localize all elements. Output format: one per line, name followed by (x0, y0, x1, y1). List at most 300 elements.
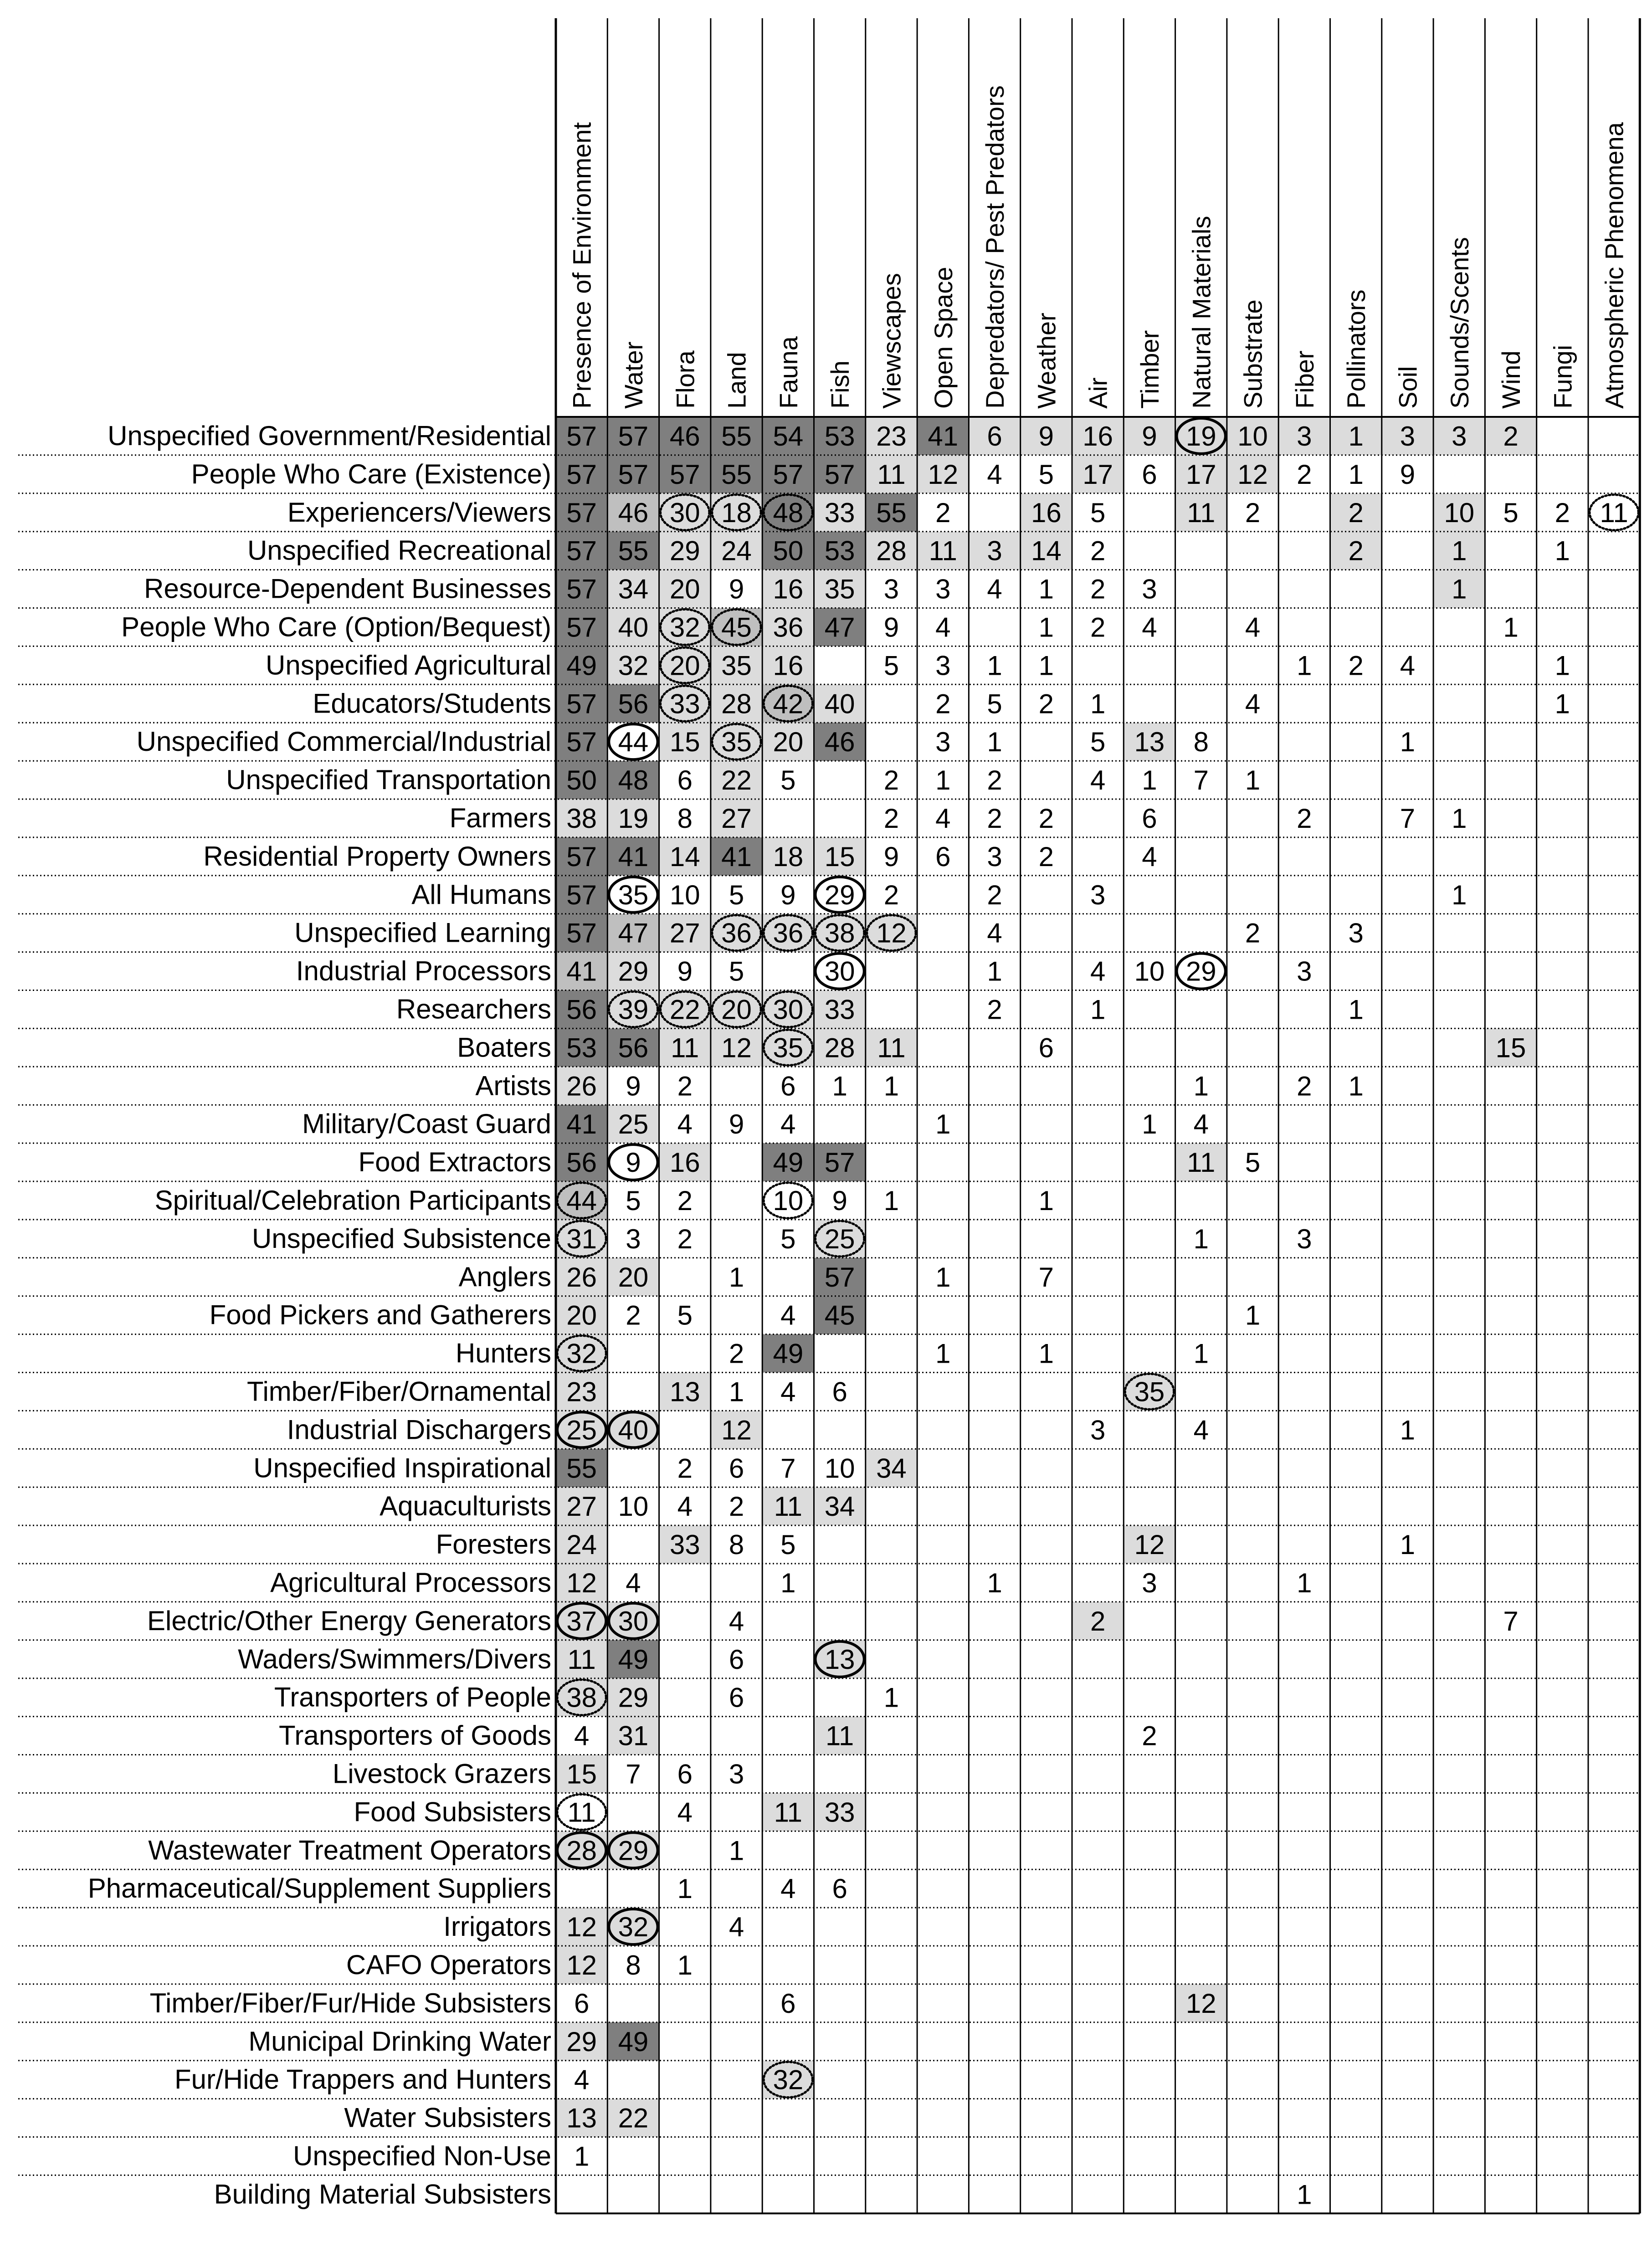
cell-value: 2 (1090, 612, 1106, 643)
cell-value: 32 (669, 612, 700, 643)
cell-value: 4 (780, 1873, 796, 1904)
cell-value: 7 (780, 1453, 796, 1484)
cell-value: 20 (618, 1262, 649, 1293)
cell-value: 12 (928, 459, 959, 490)
cell-value: 5 (780, 1223, 796, 1254)
cell-value: 2 (935, 688, 951, 719)
row-label: Food Subsisters (354, 1796, 551, 1827)
row-label: Unspecified Recreational (247, 535, 551, 566)
cell-value: 3 (883, 574, 899, 605)
cell-value: 1 (832, 1071, 847, 1102)
cell-value: 55 (876, 497, 907, 528)
cell-value: 2 (677, 1453, 693, 1484)
cell-value: 3 (1297, 956, 1312, 987)
cell-value: 55 (721, 459, 752, 490)
cell-value: 1 (1193, 1338, 1209, 1369)
cell-value: 32 (773, 2064, 804, 2095)
row-label: Wastewater Treatment Operators (148, 1835, 551, 1866)
row-label: Water Subsisters (344, 2102, 551, 2133)
cell-value: 1 (729, 1376, 744, 1407)
cell-value: 2 (1555, 497, 1570, 528)
cell-value: 2 (1297, 803, 1312, 834)
column-header: Wind (1497, 350, 1526, 409)
cell-value: 4 (1142, 841, 1157, 872)
cell-value: 53 (824, 421, 855, 451)
cell-value: 55 (721, 421, 752, 451)
cell-value: 6 (832, 1873, 847, 1904)
column-header: Atmospheric Phenomena (1600, 122, 1629, 409)
cell-value: 32 (618, 650, 649, 681)
cell-value: 2 (1503, 421, 1519, 451)
cell-value: 16 (1083, 421, 1113, 451)
cell-value: 11 (877, 1032, 906, 1063)
cell-value: 20 (566, 1300, 597, 1331)
cell-value: 16 (773, 574, 804, 605)
cell-value: 3 (987, 535, 1002, 566)
row-label: Unspecified Non-Use (293, 2140, 551, 2171)
cell-value: 15 (566, 1759, 597, 1790)
column-header: Land (722, 352, 751, 409)
cell-value: 33 (824, 1797, 855, 1828)
row-label: Fur/Hide Trappers and Hunters (174, 2064, 551, 2095)
cell-value: 1 (677, 1950, 693, 1980)
cell-value: 57 (669, 459, 700, 490)
cell-value: 9 (626, 1147, 641, 1178)
cell-value: 4 (987, 459, 1002, 490)
cell-value: 2 (677, 1223, 693, 1254)
cell-value: 3 (1090, 879, 1106, 910)
cell-value: 35 (824, 574, 855, 605)
cell-value: 1 (1452, 879, 1467, 910)
column-header: Timber (1135, 330, 1164, 409)
row-label: Unspecified Government/Residential (108, 420, 551, 451)
cell-value: 39 (618, 994, 649, 1025)
cell-value: 49 (773, 1147, 804, 1178)
cell-value: 5 (1503, 497, 1519, 528)
cell-value: 57 (618, 421, 649, 451)
cell-value: 35 (773, 1032, 804, 1063)
row-label: Agricultural Processors (270, 1567, 551, 1598)
cell-value: 34 (876, 1453, 907, 1484)
cell-value: 1 (935, 1262, 951, 1293)
cell-value: 3 (1400, 421, 1416, 451)
cell-value: 29 (618, 1835, 649, 1866)
row-label: Unspecified Subsistence (251, 1223, 551, 1254)
cell-value: 13 (566, 2103, 597, 2134)
cell-value: 41 (721, 841, 752, 872)
cell-value: 55 (618, 535, 649, 566)
cell-value: 5 (1090, 727, 1106, 758)
cell-value: 4 (1090, 765, 1106, 796)
column-header: Fish (826, 360, 855, 409)
cell-value: 1 (1452, 803, 1467, 834)
row-label: Aquaculturists (380, 1491, 551, 1522)
cell-value: 15 (824, 841, 855, 872)
cell-value: 2 (987, 994, 1002, 1025)
cell-value: 46 (669, 421, 700, 451)
cell-value: 55 (566, 1453, 597, 1484)
cell-value: 6 (677, 1759, 693, 1790)
cell-value: 1 (1038, 1338, 1054, 1369)
cell-value: 25 (824, 1223, 855, 1254)
cell-value: 2 (987, 879, 1002, 910)
row-label: CAFO Operators (346, 1949, 551, 1980)
cell-value: 2 (935, 497, 951, 528)
cell-value: 25 (566, 1415, 597, 1446)
cell-value: 4 (574, 1720, 590, 1751)
cell-value: 48 (773, 497, 804, 528)
cell-value: 2 (987, 765, 1002, 796)
cell-value: 4 (1400, 650, 1416, 681)
cell-value: 3 (935, 727, 951, 758)
cell-value: 8 (626, 1950, 641, 1980)
row-label: Unspecified Transportation (226, 764, 551, 795)
cell-value: 26 (566, 1071, 597, 1102)
cell-value: 12 (1237, 459, 1268, 490)
cell-value: 1 (1400, 727, 1416, 758)
cell-value: 27 (721, 803, 752, 834)
cell-value: 10 (824, 1453, 855, 1484)
cell-value: 1 (987, 956, 1002, 987)
cell-value: 9 (729, 1109, 744, 1140)
cell-value: 4 (677, 1797, 693, 1828)
row-label: Timber/Fiber/Fur/Hide Subsisters (149, 1987, 551, 2018)
cell-value: 57 (566, 459, 597, 490)
cell-value: 4 (987, 918, 1002, 949)
cell-value: 11 (1187, 497, 1216, 528)
cell-value: 1 (780, 1567, 796, 1598)
cell-value: 12 (566, 1912, 597, 1943)
cell-value: 4 (677, 1491, 693, 1522)
cell-value: 53 (566, 1032, 597, 1063)
cell-value: 46 (618, 497, 649, 528)
cell-value: 4 (935, 612, 951, 643)
cell-value: 2 (1245, 497, 1261, 528)
cell-value: 8 (677, 803, 693, 834)
cell-value: 1 (1038, 650, 1054, 681)
row-label: People Who Care (Option/Bequest) (121, 611, 551, 642)
cell-value: 12 (721, 1415, 752, 1446)
cell-value: 14 (669, 841, 700, 872)
row-label: Unspecified Agricultural (266, 650, 551, 681)
cell-value: 3 (935, 650, 951, 681)
cell-value: 41 (618, 841, 649, 872)
column-header: Soil (1393, 366, 1422, 409)
cell-value: 5 (729, 956, 744, 987)
cell-value: 4 (1245, 688, 1261, 719)
cell-value: 57 (566, 841, 597, 872)
column-header: Fiber (1290, 350, 1319, 409)
cell-value: 1 (1038, 574, 1054, 605)
cell-value: 6 (987, 421, 1002, 451)
cell-value: 12 (566, 1567, 597, 1598)
cell-value: 38 (824, 918, 855, 949)
row-labels (88, 421, 551, 2209)
cell-value: 30 (669, 497, 700, 528)
cell-value: 22 (721, 765, 752, 796)
cell-value: 31 (566, 1223, 597, 1254)
row-label: Artists (475, 1070, 551, 1101)
cell-value: 6 (1142, 803, 1157, 834)
cell-value: 7 (1503, 1606, 1519, 1637)
column-header: Open Space (929, 267, 958, 409)
cell-value: 1 (1142, 765, 1157, 796)
cell-value: 2 (1090, 1606, 1106, 1637)
cell-value: 36 (721, 918, 752, 949)
cell-value: 45 (824, 1300, 855, 1331)
cell-value: 1 (1452, 535, 1467, 566)
cell-value: 4 (987, 574, 1002, 605)
cell-value: 15 (1495, 1032, 1526, 1063)
row-label: Building Material Subsisters (214, 2179, 551, 2210)
cell-value: 4 (1193, 1109, 1209, 1140)
cell-value: 8 (729, 1529, 744, 1560)
cell-value: 10 (773, 1185, 804, 1216)
cell-value: 56 (618, 688, 649, 719)
cell-value: 29 (824, 879, 855, 910)
cell-value: 1 (1090, 688, 1106, 719)
cell-value: 24 (566, 1529, 597, 1560)
cell-value: 9 (832, 1185, 847, 1216)
cell-value: 4 (574, 2064, 590, 2095)
cell-value: 50 (566, 765, 597, 796)
cell-value: 34 (824, 1491, 855, 1522)
cell-value: 1 (935, 1338, 951, 1369)
cell-value: 2 (1142, 1720, 1157, 1751)
cell-value: 6 (780, 1988, 796, 2019)
cell-value: 1 (1142, 1109, 1157, 1140)
cell-value: 49 (618, 2026, 649, 2057)
cell-value: 42 (773, 688, 804, 719)
cell-value: 4 (780, 1109, 796, 1140)
row-label: Pharmaceutical/Supplement Suppliers (87, 1873, 551, 1904)
cell-value: 38 (566, 803, 597, 834)
cell-value: 35 (721, 650, 752, 681)
row-label: Residential Property Owners (203, 841, 551, 872)
cell-value: 57 (566, 535, 597, 566)
cell-value: 4 (1245, 612, 1261, 643)
cell-value: 9 (883, 612, 899, 643)
cell-value: 6 (780, 1071, 796, 1102)
cell-value: 9 (729, 574, 744, 605)
cell-value: 56 (566, 994, 597, 1025)
row-label: Irrigators (443, 1911, 551, 1942)
column-header: Sounds/Scents (1445, 237, 1474, 409)
cell-value: 11 (929, 535, 957, 566)
cell-value: 44 (566, 1185, 597, 1216)
cell-value: 1 (1090, 994, 1106, 1025)
cell-value: 29 (618, 956, 649, 987)
cell-value: 10 (669, 879, 700, 910)
cell-value: 2 (1297, 1071, 1312, 1102)
cell-value: 1 (1038, 612, 1054, 643)
cell-value: 6 (574, 1988, 590, 2019)
cell-value: 6 (935, 841, 951, 872)
row-label: Food Extractors (358, 1147, 551, 1178)
row-label: Military/Coast Guard (302, 1108, 551, 1139)
cell-value: 34 (618, 574, 649, 605)
cell-value: 33 (824, 497, 855, 528)
column-header: Pollinators (1342, 289, 1371, 409)
cell-value: 11 (877, 459, 906, 490)
cell-value: 57 (566, 421, 597, 451)
row-label: All Humans (411, 879, 551, 910)
cell-value: 57 (824, 459, 855, 490)
cell-value: 10 (618, 1491, 649, 1522)
cell-value: 7 (1038, 1262, 1054, 1293)
cell-value: 1 (729, 1835, 744, 1866)
cell-value: 30 (618, 1606, 649, 1637)
cell-value: 8 (1193, 727, 1209, 758)
cell-value: 33 (669, 688, 700, 719)
cell-value: 22 (618, 2103, 649, 2134)
cell-value: 6 (677, 765, 693, 796)
cell-value: 28 (876, 535, 907, 566)
cell-value: 2 (729, 1491, 744, 1522)
cell-value: 1 (1297, 650, 1312, 681)
cell-value: 11 (567, 1797, 596, 1828)
cell-value: 6 (729, 1682, 744, 1713)
cell-value: 20 (721, 994, 752, 1025)
cell-value: 3 (626, 1223, 641, 1254)
cell-value: 2 (1245, 918, 1261, 949)
cell-value: 36 (773, 612, 804, 643)
cell-value: 4 (1193, 1415, 1209, 1446)
column-header: Air (1083, 377, 1113, 409)
cell-value: 15 (669, 727, 700, 758)
cell-value: 4 (1090, 956, 1106, 987)
cell-value: 3 (1348, 918, 1364, 949)
cell-value: 57 (566, 879, 597, 910)
cell-value: 57 (566, 574, 597, 605)
cell-value: 1 (1555, 688, 1570, 719)
cell-value: 18 (721, 497, 752, 528)
cell-value: 57 (824, 1262, 855, 1293)
cell-value: 1 (1555, 535, 1570, 566)
cell-value: 27 (566, 1491, 597, 1522)
cell-value: 3 (987, 841, 1002, 872)
cell-value: 1 (1348, 1071, 1364, 1102)
cell-value: 37 (566, 1606, 597, 1637)
row-label: Unspecified Commercial/Industrial (136, 726, 551, 757)
cell-value: 40 (618, 1415, 649, 1446)
cell-value: 2 (987, 803, 1002, 834)
cell-value: 2 (677, 1071, 693, 1102)
cell-value: 4 (935, 803, 951, 834)
row-label: Industrial Dischargers (287, 1414, 551, 1445)
cell-value: 1 (935, 765, 951, 796)
cell-value: 11 (1187, 1147, 1216, 1178)
cell-value: 16 (773, 650, 804, 681)
row-label: Farmers (449, 802, 551, 833)
cell-value: 49 (773, 1338, 804, 1369)
cell-value: 2 (1090, 574, 1106, 605)
cell-value: 57 (566, 497, 597, 528)
cell-value: 2 (1348, 650, 1364, 681)
cell-value: 4 (1142, 612, 1157, 643)
cell-value: 1 (883, 1185, 899, 1216)
cell-value: 1 (574, 2141, 590, 2172)
row-label: Researchers (396, 994, 551, 1025)
cell-values (566, 421, 1628, 2210)
column-header: Fungi (1548, 344, 1577, 409)
row-label: Transporters of People (274, 1682, 551, 1713)
cell-value: 1 (1555, 650, 1570, 681)
cell-value: 17 (1185, 459, 1216, 490)
row-label: Foresters (436, 1529, 551, 1560)
column-header: Presence of Environment (567, 122, 596, 409)
cell-value: 54 (773, 421, 804, 451)
cell-value: 14 (1031, 535, 1062, 566)
cell-value: 11 (774, 1491, 802, 1522)
cell-value: 5 (677, 1300, 693, 1331)
cell-value: 1 (1038, 1185, 1054, 1216)
cell-value: 1 (1452, 574, 1467, 605)
cell-value: 2 (1038, 803, 1054, 834)
cell-value: 6 (729, 1453, 744, 1484)
cell-value: 9 (1400, 459, 1416, 490)
cell-value: 17 (1083, 459, 1113, 490)
row-label: Timber/Fiber/Ornamental (247, 1376, 551, 1407)
cell-value: 9 (780, 879, 796, 910)
cell-value: 5 (729, 879, 744, 910)
cell-value: 35 (1134, 1376, 1165, 1407)
cell-value: 5 (883, 650, 899, 681)
cell-value: 49 (618, 1644, 649, 1675)
cell-value: 2 (1348, 535, 1364, 566)
cell-value: 1 (1193, 1223, 1209, 1254)
cell-value: 11 (671, 1032, 699, 1063)
cell-value: 23 (876, 421, 907, 451)
cell-value: 10 (1444, 497, 1475, 528)
cell-value: 4 (780, 1300, 796, 1331)
row-label: People Who Care (Existence) (191, 458, 551, 489)
cell-value: 2 (883, 765, 899, 796)
cell-value: 12 (1185, 1988, 1216, 2019)
cell-value: 7 (626, 1759, 641, 1790)
cell-value: 13 (1134, 727, 1165, 758)
cell-value: 11 (774, 1797, 802, 1828)
cell-value: 1 (1400, 1415, 1416, 1446)
cell-value: 3 (935, 574, 951, 605)
cell-value: 56 (618, 1032, 649, 1063)
cell-value: 28 (721, 688, 752, 719)
cell-value: 5 (1038, 459, 1054, 490)
cell-value: 35 (618, 879, 649, 910)
cell-value: 47 (618, 918, 649, 949)
cell-value: 3 (1142, 574, 1157, 605)
row-label: Unspecified Learning (294, 917, 551, 948)
cell-value: 1 (1400, 1529, 1416, 1560)
cell-value: 10 (1134, 956, 1165, 987)
cell-value: 11 (567, 1644, 596, 1675)
cell-value: 2 (1348, 497, 1364, 528)
row-label: Experiencers/Viewers (287, 497, 551, 528)
cell-value: 2 (883, 803, 899, 834)
cell-value: 9 (1142, 421, 1157, 451)
cell-value: 5 (1090, 497, 1106, 528)
cell-value: 24 (721, 535, 752, 566)
cell-value: 45 (721, 612, 752, 643)
cell-value: 5 (987, 688, 1002, 719)
cell-value: 30 (824, 956, 855, 987)
cell-value: 2 (1038, 688, 1054, 719)
cell-value: 20 (773, 727, 804, 758)
cell-value: 32 (618, 1912, 649, 1943)
row-label: Anglers (458, 1261, 551, 1292)
cell-value: 1 (1245, 1300, 1261, 1331)
row-label: Waders/Swimmers/Divers (238, 1643, 551, 1674)
